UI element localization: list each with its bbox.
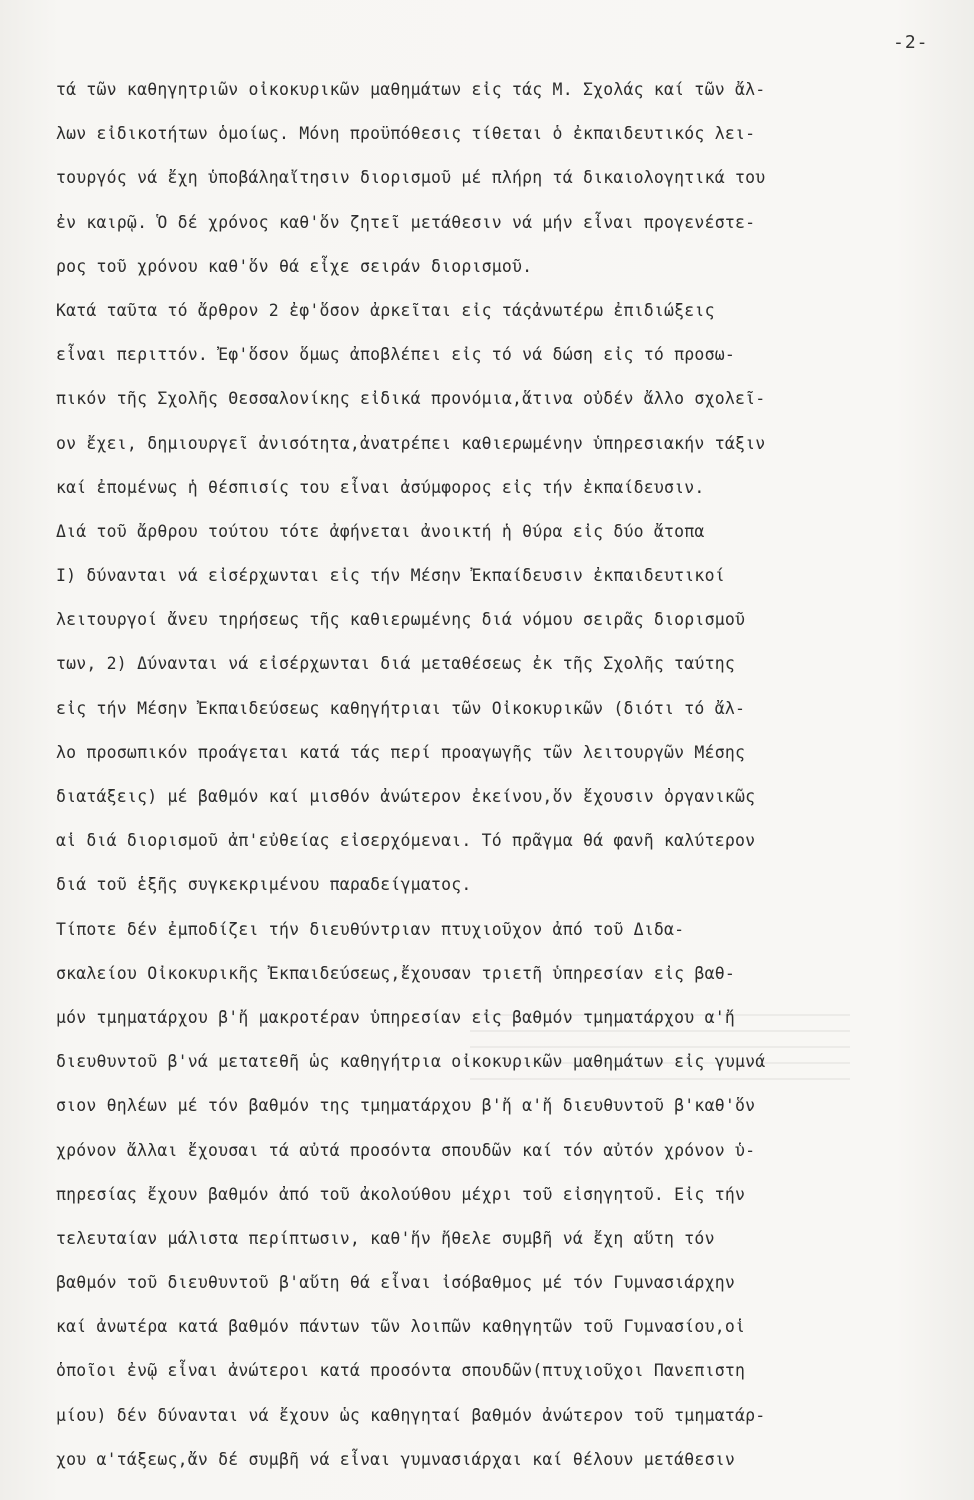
text-line: καί ἐπομένως ἡ θέσπισίς του εἶναι ἀσύμφορος εἰς τήν ἐκπαίδευσιν. bbox=[56, 477, 705, 497]
text-line: λειτουργοί ἄνευ τηρήσεως τῆς καθιερωμένης διά νόμου σειρᾶς διορισμοῦ bbox=[56, 610, 746, 630]
text-line: πικόν τῆς Σχολῆς Θεσσαλονίκης εἰδικά προνόμια,ἅτινα οὐδέν ἄλλο σχολεῖ- bbox=[56, 389, 766, 409]
text-line: Ι) δύνανται νά εἰσέρχωνται εἰς τήν Μέσην Ἐκπαίδευσιν ἐκπαιδευτικοί bbox=[56, 566, 725, 586]
text-line: χου α'τάξεως,ἄν δέ συμβῆ νά εἶναι γυμνασιάρχαι καί θέλουν μετάθεσιν bbox=[56, 1449, 735, 1469]
text-line: διευθυντοῦ β'νά μετατεθῆ ὡς καθηγήτρια οἰκοκυρικῶν μαθημάτων εἰς γυμνά bbox=[56, 1052, 766, 1072]
text-line: χρόνον ἄλλαι ἔχουσαι τά αὐτά προσόντα σπουδῶν καί τόν αὐτόν χρόνον ὑ- bbox=[56, 1140, 756, 1160]
text-line: βαθμόν τοῦ διευθυντοῦ β'αὕτη θά εἶναι ἰσόβαθμος μέ τόν Γυμνασιάρχην bbox=[56, 1273, 735, 1293]
text-line: αἱ διά διορισμοῦ ἀπ'εὐθείας εἰσερχόμεναι. Τό πρᾶγμα θά φανῆ καλύτερον bbox=[56, 831, 756, 851]
text-line: μόν τμηματάρχου β'ἤ μακροτέραν ὑπηρεσίαν εἰς βαθμόν τμηματάρχου α'ἤ bbox=[56, 1007, 735, 1027]
text-line: τελευταίαν μάλιστα περίπτωσιν, καθ'ἥν ἤθελε συμβῆ νά ἔχη αὕτη τόν bbox=[56, 1228, 715, 1248]
text-line: σιον θηλέων μέ τόν βαθμόν της τμηματάρχου β'ἤ α'ἤ διευθυντοῦ β'καθ'ὅν bbox=[56, 1096, 756, 1116]
text-line: ὁποῖοι ἐνῷ εἶναι ἀνώτεροι κατά προσόντα σπουδῶν(πτυχιοῦχοι Πανεπιστη bbox=[56, 1361, 746, 1381]
text-line: σκαλείου Οἰκοκυρικῆς Ἐκπαιδεύσεως,ἔχουσαν τριετῆ ὑπηρεσίαν εἰς βαθ- bbox=[56, 963, 735, 983]
text-line: διατάξεις) μέ βαθμόν καί μισθόν ἀνώτερον ἐκείνου,ὅν ἔχουσιν ὀργανικῶς bbox=[56, 787, 756, 806]
text-line: τουργός νά ἔχη ὑποβάληαἴτησιν διορισμοῦ μέ πλήρη τά δικαιολογητικά του bbox=[56, 168, 766, 188]
text-line: εἶναι περιττόν. Ἐφ'ὅσον ὅμως ἀποβλέπει εἰς τό νά δώση εἰς τό προσω- bbox=[56, 345, 735, 365]
text-line: ον ἔχει, δημιουργεῖ ἀνισότητα,ἀνατρέπει καθιερωμένην ὑπηρεσιακήν τάξιν bbox=[56, 433, 766, 453]
text-line: λων εἰδικοτήτων ὁμοίως. Μόνη προϋπόθεσις τίθεται ὁ ἐκπαιδευτικός λει- bbox=[56, 124, 756, 144]
text-line: εἰς τήν Μέσην Ἐκπαιδεύσεως καθηγήτριαι τῶν Οἰκοκυρικῶν (διότι τό ἄλ- bbox=[56, 698, 746, 718]
text-line: λο προσωπικόν προάγεται κατά τάς περί προαγωγῆς τῶν λειτουργῶν Μέσης bbox=[56, 742, 746, 762]
text-line: μίου) δέν δύνανται νά ἔχουν ὡς καθηγηταί βαθμόν ἀνώτερον τοῦ τμηματάρ- bbox=[56, 1405, 766, 1425]
text-line: των, 2) Δύνανται νά εἰσέρχωνται διά μεταθέσεως ἐκ τῆς Σχολῆς ταύτης bbox=[56, 654, 735, 674]
page-number: -2- bbox=[893, 32, 929, 53]
typewritten-text-block bbox=[56, 68, 961, 1482]
text-line: Διά τοῦ ἄρθρου τούτου τότε ἀφήνεται ἀνοικτή ἡ θύρα εἰς δύο ἄτοπα bbox=[56, 521, 705, 541]
text-line: διά τοῦ ἑξῆς συγκεκριμένου παραδείγματος. bbox=[56, 875, 472, 895]
text-line: ἐν καιρῷ. Ὁ δέ χρόνος καθ'ὅν ζητεῖ μετάθεσιν νά μήν εἶναι προγενέστε- bbox=[56, 212, 756, 232]
text-line: Τίποτε δέν ἐμποδίζει τήν διευθύντριαν πτυχιοῦχον ἀπό τοῦ Διδα- bbox=[56, 919, 685, 939]
text-line: καί ἀνωτέρα κατά βαθμόν πάντων τῶν λοιπῶν καθηγητῶν τοῦ Γυμνασίου,οἱ bbox=[56, 1317, 746, 1337]
text-line: Κατά ταῦτα τό ἄρθρον 2 ἐφ'ὅσον ἀρκεῖται εἰς τάςἀνωτέρω ἐπιδιώξεις bbox=[56, 300, 715, 320]
text-line: τά τῶν καθηγητριῶν οἰκοκυρικῶν μαθημάτων εἰς τάς Μ. Σχολάς καί τῶν ἄλ- bbox=[56, 80, 766, 99]
text-line: πηρεσίας ἔχουν βαθμόν ἀπό τοῦ ἀκολούθου μέχρι τοῦ εἰσηγητοῦ. Εἰς τήν bbox=[56, 1184, 746, 1204]
text-line: ρος τοῦ χρόνου καθ'ὅν θά εἶχε σειράν διορισμοῦ. bbox=[56, 256, 533, 276]
